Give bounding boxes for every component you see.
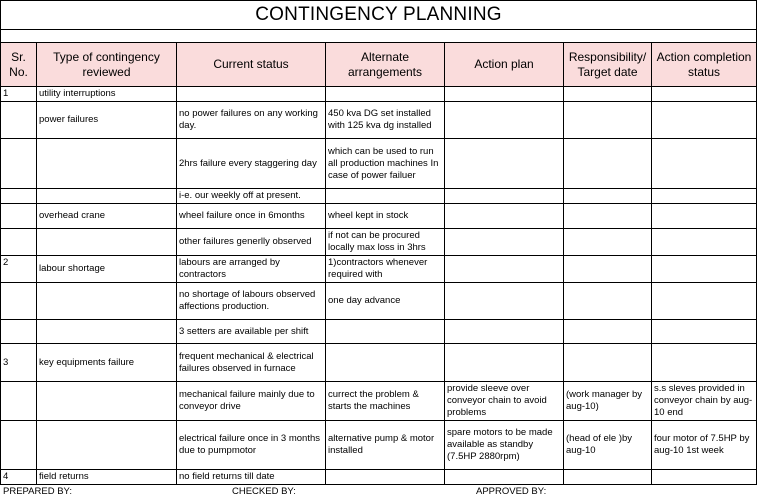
cell-status: i-e. our weekly off at present. bbox=[177, 189, 326, 204]
cell-type bbox=[37, 382, 177, 421]
cell-responsibility bbox=[564, 87, 652, 102]
cell-sr-no bbox=[1, 102, 37, 139]
cell-alternate: 450 kva DG set installed with 125 kva dg installed bbox=[326, 102, 445, 139]
cell-action: spare motors to be made available as standby (7.5HP 2880rpm) bbox=[445, 421, 564, 470]
cell-action: provide sleeve over conveyor chain to avoid problems bbox=[445, 382, 564, 421]
cell-action bbox=[445, 320, 564, 344]
cell-completion: s.s sleves provided in conveyor chain by aug-10 end bbox=[652, 382, 757, 421]
col-header-current-status: Current status bbox=[177, 43, 326, 87]
table-row bbox=[1, 256, 757, 283]
cell-action bbox=[445, 139, 564, 189]
cell-completion bbox=[652, 189, 757, 204]
cell-responsibility: (head of ele )by aug-10 bbox=[564, 421, 652, 470]
cell-sr-no: 3 bbox=[1, 344, 37, 382]
page-title: CONTINGENCY PLANNING bbox=[0, 0, 757, 30]
cell-type: overhead crane bbox=[37, 204, 177, 229]
cell-sr-no: 4 bbox=[1, 470, 37, 485]
table-row bbox=[1, 382, 757, 421]
table-row bbox=[1, 87, 757, 102]
cell-type: key equipments failure bbox=[37, 344, 177, 382]
cell-status: wheel failure once in 6months bbox=[177, 204, 326, 229]
cell-status: frequent mechanical & electrical failures observed in furnace bbox=[177, 344, 326, 382]
cell-type bbox=[37, 320, 177, 344]
cell-completion bbox=[652, 256, 757, 283]
cell-type: labour shortage bbox=[37, 256, 177, 283]
cell-alternate: which can be used to run all production machines In case of power failuer bbox=[326, 139, 445, 189]
table-row bbox=[1, 470, 757, 485]
table-row bbox=[1, 421, 757, 470]
col-header-responsibility: Responsibility/ Target date bbox=[564, 43, 652, 87]
cell-status: labours are arranged by contractors bbox=[177, 256, 326, 283]
cell-alternate: if not can be procured locally max loss in 3hrs bbox=[326, 229, 445, 256]
cell-alternate: 1)contractors whenever required with bbox=[326, 256, 445, 283]
cell-alternate bbox=[326, 344, 445, 382]
cell-action bbox=[445, 470, 564, 485]
table-row bbox=[1, 320, 757, 344]
header-row bbox=[1, 43, 757, 87]
cell-responsibility bbox=[564, 139, 652, 189]
col-header-sr-no: Sr. No. bbox=[1, 43, 37, 87]
cell-action bbox=[445, 256, 564, 283]
cell-sr-no bbox=[1, 382, 37, 421]
cell-alternate: one day advance bbox=[326, 283, 445, 320]
checked-by-label: CHECKED BY: bbox=[232, 486, 296, 497]
cell-completion bbox=[652, 102, 757, 139]
cell-responsibility bbox=[564, 229, 652, 256]
cell-alternate bbox=[326, 189, 445, 204]
col-header-completion: Action completion status bbox=[652, 43, 757, 87]
cell-sr-no bbox=[1, 229, 37, 256]
cell-responsibility bbox=[564, 204, 652, 229]
cell-status bbox=[177, 87, 326, 102]
cell-completion: four motor of 7.5HP by aug-10 1st week bbox=[652, 421, 757, 470]
cell-responsibility bbox=[564, 256, 652, 283]
table-row bbox=[1, 283, 757, 320]
cell-responsibility: (work manager by aug-10) bbox=[564, 382, 652, 421]
cell-completion bbox=[652, 283, 757, 320]
cell-completion bbox=[652, 229, 757, 256]
cell-type bbox=[37, 139, 177, 189]
cell-completion bbox=[652, 204, 757, 229]
cell-alternate bbox=[326, 470, 445, 485]
cell-completion bbox=[652, 320, 757, 344]
cell-sr-no bbox=[1, 189, 37, 204]
col-header-type: Type of contingency reviewed bbox=[37, 43, 177, 87]
cell-action bbox=[445, 283, 564, 320]
cell-status: 2hrs failure every staggering day bbox=[177, 139, 326, 189]
cell-action bbox=[445, 229, 564, 256]
cell-action bbox=[445, 87, 564, 102]
cell-completion bbox=[652, 87, 757, 102]
prepared-by-label: PREPARED BY: bbox=[3, 486, 72, 497]
cell-responsibility bbox=[564, 470, 652, 485]
cell-completion bbox=[652, 139, 757, 189]
cell-alternate: alternative pump & motor installed bbox=[326, 421, 445, 470]
table-row bbox=[1, 344, 757, 382]
table-row bbox=[1, 102, 757, 139]
cell-status: no power failures on any working day. bbox=[177, 102, 326, 139]
cell-alternate: currect the problem & starts the machines bbox=[326, 382, 445, 421]
col-header-alternate: Alternate arrangements bbox=[326, 43, 445, 87]
cell-status: mechanical failure mainly due to conveyor drive bbox=[177, 382, 326, 421]
cell-sr-no bbox=[1, 139, 37, 189]
cell-responsibility bbox=[564, 189, 652, 204]
title-spacer bbox=[0, 29, 757, 42]
cell-action bbox=[445, 204, 564, 229]
cell-responsibility bbox=[564, 102, 652, 139]
contingency-table bbox=[0, 42, 757, 485]
cell-status: electrical failure once in 3 months due to pumpmotor bbox=[177, 421, 326, 470]
cell-sr-no bbox=[1, 421, 37, 470]
cell-status: other failures generlly observed bbox=[177, 229, 326, 256]
cell-type bbox=[37, 283, 177, 320]
cell-sr-no: 1 bbox=[1, 87, 37, 102]
cell-status: no shortage of labours observed affections production. bbox=[177, 283, 326, 320]
cell-responsibility bbox=[564, 320, 652, 344]
cell-action bbox=[445, 102, 564, 139]
table-row bbox=[1, 139, 757, 189]
approved-by-label: APPROVED BY: bbox=[476, 486, 547, 497]
cell-completion bbox=[652, 470, 757, 485]
cell-type: field returns bbox=[37, 470, 177, 485]
cell-alternate bbox=[326, 87, 445, 102]
cell-responsibility bbox=[564, 283, 652, 320]
table-row bbox=[1, 189, 757, 204]
cell-status: 3 setters are available per shift bbox=[177, 320, 326, 344]
cell-sr-no bbox=[1, 320, 37, 344]
cell-type bbox=[37, 421, 177, 470]
cell-type bbox=[37, 189, 177, 204]
cell-responsibility bbox=[564, 344, 652, 382]
cell-type: power failures bbox=[37, 102, 177, 139]
cell-action bbox=[445, 344, 564, 382]
cell-alternate bbox=[326, 320, 445, 344]
cell-completion bbox=[652, 344, 757, 382]
cell-status: no field returns till date bbox=[177, 470, 326, 485]
cell-type: utility interruptions bbox=[37, 87, 177, 102]
cell-type bbox=[37, 229, 177, 256]
cell-alternate: wheel kept in stock bbox=[326, 204, 445, 229]
cell-sr-no bbox=[1, 204, 37, 229]
cell-action bbox=[445, 189, 564, 204]
cell-sr-no: 2 bbox=[1, 256, 37, 283]
table-row bbox=[1, 229, 757, 256]
cell-sr-no bbox=[1, 283, 37, 320]
table-row bbox=[1, 204, 757, 229]
col-header-action-plan: Action plan bbox=[445, 43, 564, 87]
